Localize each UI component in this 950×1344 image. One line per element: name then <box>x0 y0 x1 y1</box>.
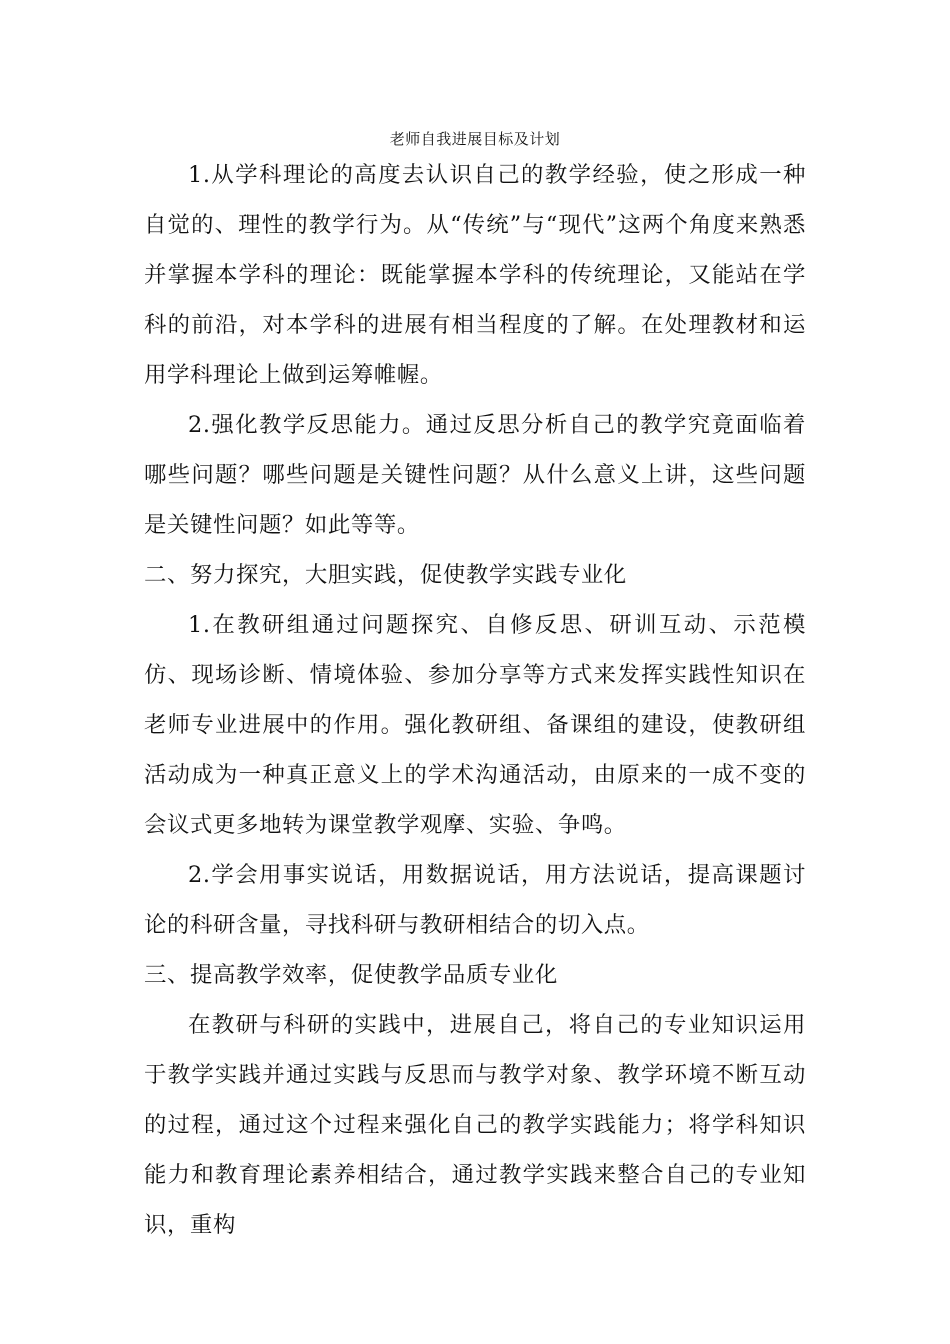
paragraph-evidence: 2.学会用事实说话，用数据说话，用方法说话，提高课题讨论的科研含量，寻找科研与教研相结合的切入点。 <box>144 862 806 938</box>
section-heading-efficiency: 三、提高教学效率，促使教学品质专业化 <box>144 962 558 988</box>
paragraph-theory: 1.从学科理论的高度去认识自己的教学经验，使之形成一种自觉的、理性的教学行为。从“传统”与“现代”这两个角度来熟悉并掌握本学科的理论：既能掌握本学科的传统理论，又能站在学科的前沿，对本学科的进展有相当程度的了解。在处理教材和运用学科理论上做到运筹帷幄。 <box>144 162 806 388</box>
document-body <box>144 150 806 1250</box>
paragraph-reflection: 2.强化教学反思能力。通过反思分析自己的教学究竟面临着哪些问题？哪些问题是关键性问题？从什么意义上讲，这些问题是关键性问题？如此等等。 <box>144 412 806 538</box>
section-heading-practice: 二、努力探究，大胆实践，促使教学实践专业化 <box>144 562 627 588</box>
paragraph-teaching-research: 1.在教研组通过问题探究、自修反思、研训互动、示范模仿、现场诊断、情境体验、参加分享等方式来发挥实践性知识在老师专业进展中的作用。强化教研组、备课组的建设，使教研组活动成为一种真正意义上的学术沟通活动，由原来的一成不变的会议式更多地转为课堂教学观摩、实验、争鸣。 <box>144 612 806 838</box>
paragraph-practice-growth: 在教研与科研的实践中，进展自己，将自己的专业知识运用于教学实践并通过实践与反思而与教学对象、教学环境不断互动的过程，通过这个过程来强化自己的教学实践能力；将学科知识能力和教育理论素养相结合，通过教学实践来整合自己的专业知识，重构 <box>144 1012 806 1238</box>
document-title: 老师自我进展目标及计划 <box>389 130 561 148</box>
